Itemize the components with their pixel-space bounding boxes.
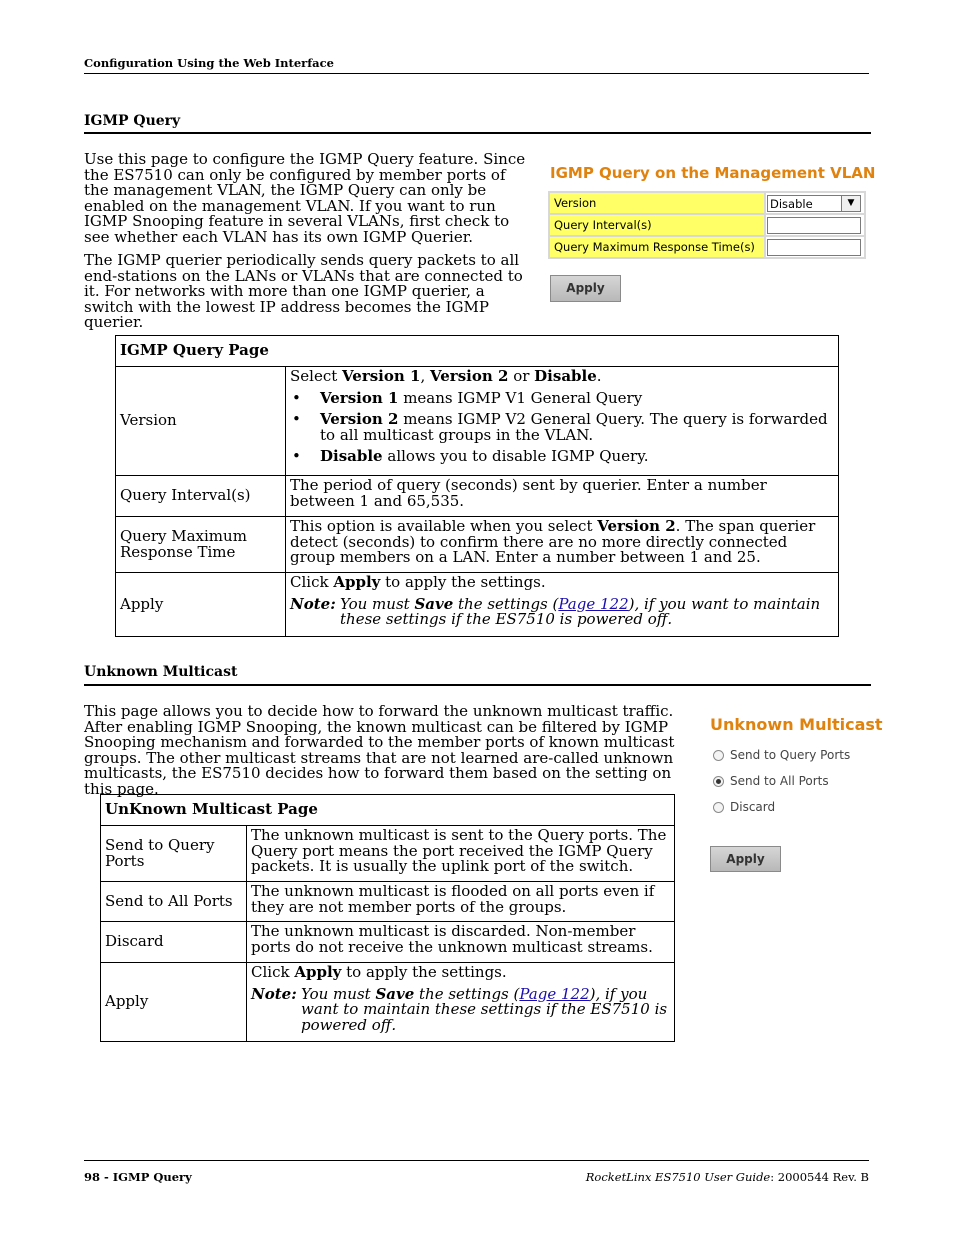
list-item: • Disable allows you to disable IGMP Query. [292, 447, 649, 466]
section-title-igmp-query: IGMP Query [84, 113, 181, 129]
igmp-query-panel-title: IGMP Query on the Management VLAN [550, 164, 876, 182]
page-122-link[interactable]: Page 122 [519, 984, 590, 1003]
unknown-multicast-table-header: UnKnown Multicast Page [101, 795, 675, 826]
page-122-link[interactable]: Page 122 [558, 594, 629, 613]
apply-row-label: Apply [116, 573, 286, 637]
table-row-label: Apply [101, 963, 247, 1042]
list-item: • Version 1 means IGMP V1 General Query [292, 388, 643, 407]
igmp-query-intro: Use this page to configure the IGMP Query feature. Since the ES7510 can only be configured by member ports of the management VLAN, the IGMP Query can only be enabled on the management VLAN. If you want to run IGMP Snooping feature in several VLANs, first check to see whether each VLAN has its own IGMP Querier. [84, 150, 526, 246]
radio-unchecked-icon[interactable] [713, 802, 724, 813]
igmp-query-table-header: IGMP Query Page [116, 336, 839, 367]
interval-row-label: Query Interval(s) [116, 476, 286, 517]
running-header: Configuration Using the Web Interface [84, 56, 334, 70]
note: Note: You must Save the settings (Page 122), if you want to maintain these settings if the ES7510 is powered off. [290, 594, 821, 629]
section-rule-igmp-query [84, 132, 871, 134]
version-label: Version [550, 193, 764, 213]
unknown-multicast-radio-group [713, 742, 850, 820]
list-item: • Version 2 means IGMP V2 General Query. The query is forwarded to all multicast groups in the VLAN. [292, 410, 828, 444]
version-select-value: Disable [770, 196, 813, 211]
section-rule-unknown-multicast [84, 684, 871, 686]
radio-send-to-query-ports[interactable]: Send to Query Ports [713, 742, 850, 768]
version-row-label: Version [116, 367, 286, 476]
unknown-multicast-apply-button[interactable]: Apply [710, 846, 781, 872]
version-select[interactable] [767, 195, 861, 212]
unknown-multicast-intro: This page allows you to decide how to forward the unknown multicast traffic. After enabling IGMP Snooping, the known multicast can be filtered by IGMP Snooping mechanism and forwarded to the member ports of known multicast groups. The other multicast streams that are not learned are-called unknown multicasts, the ES7510 decides how to forward them based on the setting on this page. [84, 702, 675, 798]
table-row-desc: The unknown multicast is flooded on all ports even if they are not member ports of the groups. [247, 882, 675, 922]
note: Note: You must Save the settings (Page 122), if you want to maintain these settings if the ES7510 is powered off. [251, 984, 668, 1034]
radio-send-to-all-ports[interactable]: Send to All Ports [713, 768, 850, 794]
igmp-query-page-table [115, 335, 839, 637]
table-row-desc: The unknown multicast is discarded. Non-member ports do not receive the unknown multicast streams. [247, 922, 675, 963]
header-rule [84, 73, 869, 74]
query-max-response-label: Query Maximum Response Time(s) [550, 237, 764, 257]
radio-checked-icon[interactable] [713, 776, 724, 787]
chevron-down-icon[interactable]: ▼ [841, 196, 860, 211]
footer-doc-info: RocketLinx ES7510 User Guide: 2000544 Rev. B [585, 1170, 869, 1184]
version-row-desc: Select Version 1, Version 2 or Disable. • Version 1 means IGMP V1 General Query • Version 2 means IGMP V2 General Query. The query is forwarded to all multicast groups in the VLAN. • Disable allows you to disable IGMP Query. [286, 367, 839, 476]
igmp-query-apply-button[interactable]: Apply [550, 275, 621, 302]
footer-rule [84, 1160, 869, 1161]
unknown-multicast-page-table [100, 794, 675, 1042]
query-interval-input[interactable] [767, 217, 861, 234]
radio-discard[interactable]: Discard [713, 794, 850, 820]
unknown-multicast-panel-title: Unknown Multicast [710, 715, 883, 734]
footer-page-label: 98 - IGMP Query [84, 1170, 192, 1184]
table-row-label: Send to All Ports [101, 882, 247, 922]
query-max-response-input[interactable] [767, 239, 861, 256]
apply-row-desc: Click Apply to apply the settings. Note: You must Save the settings (Page 122), if you want to maintain these settings if the ES7510 is powered off. [286, 573, 839, 637]
interval-row-desc: The period of query (seconds) sent by querier. Enter a number between 1 and 65,535. [286, 476, 839, 517]
table-row-label: Discard [101, 922, 247, 963]
radio-unchecked-icon[interactable] [713, 750, 724, 761]
maxresp-row-label: Query Maximum Response Time [116, 517, 286, 573]
maxresp-row-desc: This option is available when you select Version 2. The span querier detect (seconds) to confirm there are no more directly connected group members on a LAN. Enter a number between 1 and 25. [286, 517, 839, 573]
section-title-unknown-multicast: Unknown Multicast [84, 664, 238, 680]
table-row-label: Send to Query Ports [101, 826, 247, 882]
igmp-query-para2: The IGMP querier periodically sends query packets to all end-stations on the LANs or VLANs that are connected to it. For networks with more than one IGMP querier, a switch with the lowest IP address becomes the IGMP querier. [84, 251, 523, 332]
igmp-query-form [548, 191, 866, 259]
query-interval-label: Query Interval(s) [550, 215, 764, 235]
table-row-desc: Click Apply to apply the settings. Note: You must Save the settings (Page 122), if you want to maintain these settings if the ES7510 is powered off. [247, 963, 675, 1042]
table-row-desc: The unknown multicast is sent to the Query ports. The Query port means the port received the IGMP Query packets. It is usually the uplink port of the switch. [247, 826, 675, 882]
